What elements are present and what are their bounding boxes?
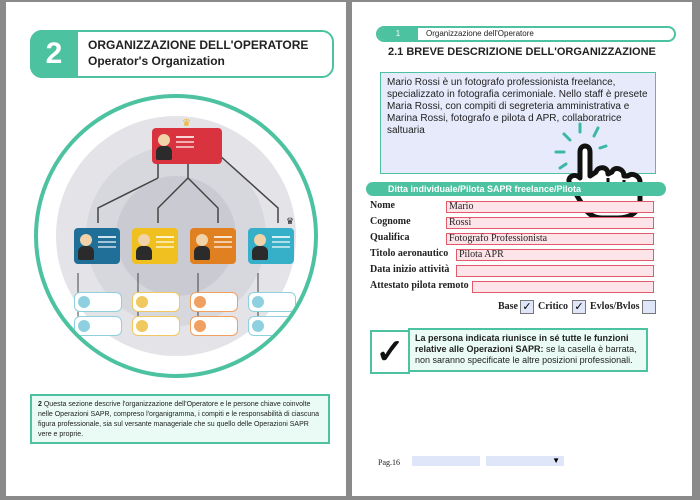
- avatar: [158, 134, 170, 146]
- description-number: 2: [38, 401, 42, 408]
- avatar: [138, 234, 150, 246]
- card-text-lines: [272, 236, 290, 238]
- sub-card-dot: [252, 320, 264, 332]
- card-text-lines: [98, 236, 116, 238]
- card-text-lines: [176, 136, 194, 138]
- nome-field[interactable]: Mario: [446, 201, 654, 213]
- card-text-lines: [214, 236, 232, 238]
- sub-card-dot: [78, 296, 90, 308]
- sub-card-dot: [136, 296, 148, 308]
- base-label: Base: [498, 301, 518, 312]
- critico-checkbox[interactable]: ✓: [572, 300, 586, 314]
- avatar: [254, 234, 266, 246]
- sub-card: [190, 292, 238, 312]
- organization-description-field[interactable]: Mario Rossi è un fotografo professionista freelance, specializzato in fotografia cerimoniale. Nello staff è presete Maria Rossi, con compiti di segreteria amministrativa e Marina Rossi, fotografo e pilota d APR, collaboratrice saltuaria: [380, 72, 656, 174]
- attestato-field[interactable]: [472, 281, 654, 293]
- team-card-yellow: [132, 228, 178, 264]
- data-inizio-field[interactable]: [456, 265, 654, 277]
- avatar: [80, 234, 92, 246]
- crown-icon: ♛: [286, 216, 295, 226]
- attestato-label: Attestato pilota remoto: [370, 280, 469, 291]
- avatar-body: [136, 246, 152, 260]
- sub-card: [248, 316, 296, 336]
- footer-field[interactable]: [412, 456, 480, 466]
- all-functions-note: [408, 328, 648, 372]
- page-number-label: Pag.16: [378, 458, 400, 467]
- sub-card: [132, 316, 180, 336]
- section-title-en: Operator's Organization: [88, 54, 225, 68]
- all-functions-checkbox[interactable]: ✓: [370, 330, 410, 374]
- tab-number: 1: [378, 28, 418, 40]
- team-card-teal: [248, 228, 294, 264]
- sub-card-dot: [136, 320, 148, 332]
- sub-card: [248, 292, 296, 312]
- avatar-body: [194, 246, 210, 260]
- team-card-orange: [190, 228, 236, 264]
- crown-icon: ♛: [182, 118, 191, 129]
- base-checkbox[interactable]: ✓: [520, 300, 534, 314]
- sub-card: [190, 316, 238, 336]
- avatar: [196, 234, 208, 246]
- avatar-body: [156, 146, 172, 160]
- critico-label: Critico: [538, 301, 568, 312]
- sub-card: [74, 292, 122, 312]
- note-bold: La persona indicata riunisce in sé tutte le funzioni relative alle Operazioni SAPR:: [415, 333, 629, 354]
- note-rest: se la casella è barrata, non saranno specificate le altre posizioni professionali.: [415, 344, 637, 365]
- cognome-label: Cognome: [370, 216, 411, 227]
- footer-dropdown[interactable]: [486, 456, 564, 466]
- section-header: [30, 30, 334, 78]
- chevron-down-icon: ▼: [552, 456, 560, 465]
- subsection-tab: [376, 26, 676, 42]
- qualifica-field[interactable]: Fotografo Professionista: [446, 233, 654, 245]
- sub-card-dot: [194, 320, 206, 332]
- section-number: 2: [30, 30, 78, 78]
- tab-label: Organizzazione dell'Operatore: [426, 29, 534, 38]
- data-inizio-label: Data inizio attività: [370, 264, 450, 275]
- sub-card-dot: [252, 296, 264, 308]
- section-description: [30, 394, 330, 444]
- subsection-title: 2.1 BREVE DESCRIZIONE DELL'ORGANIZZAZIONE: [388, 46, 656, 58]
- avatar-body: [78, 246, 94, 260]
- manager-card: [152, 128, 222, 164]
- left-page: [6, 2, 346, 496]
- sub-card-dot: [194, 296, 206, 308]
- org-chart-illustration: [34, 94, 318, 378]
- team-card-blue: [74, 228, 120, 264]
- evlos-label: Evlos/Bvlos: [590, 301, 640, 312]
- titolo-label: Titolo aeronautico: [370, 248, 449, 259]
- titolo-field[interactable]: Pilota APR: [456, 249, 654, 261]
- operator-type-band: Ditta individuale/Pilota SAPR freelance/Pilota: [366, 182, 666, 196]
- evlos-checkbox[interactable]: [642, 300, 656, 314]
- section-title-it: ORGANIZZAZIONE DELL'OPERATORE: [88, 38, 309, 52]
- right-page: [352, 2, 692, 496]
- sub-card: [74, 316, 122, 336]
- description-text: Questa sezione descrive l'organizzazione dell'Operatore e le persone chiave coinvolte nelle Operazioni SAPR, compreso l'organigramma, i compiti e le responsabilità di ciascuna figura professionale, sia sul versante manageriale che su quello delle Operazioni SAPR vere e proprie.: [38, 401, 320, 438]
- sub-card-dot: [78, 320, 90, 332]
- card-text-lines: [156, 236, 174, 238]
- avatar-body: [252, 246, 268, 260]
- sub-card: [132, 292, 180, 312]
- nome-label: Nome: [370, 200, 395, 211]
- cognome-field[interactable]: Rossi: [446, 217, 654, 229]
- qualifica-label: Qualifica: [370, 232, 410, 243]
